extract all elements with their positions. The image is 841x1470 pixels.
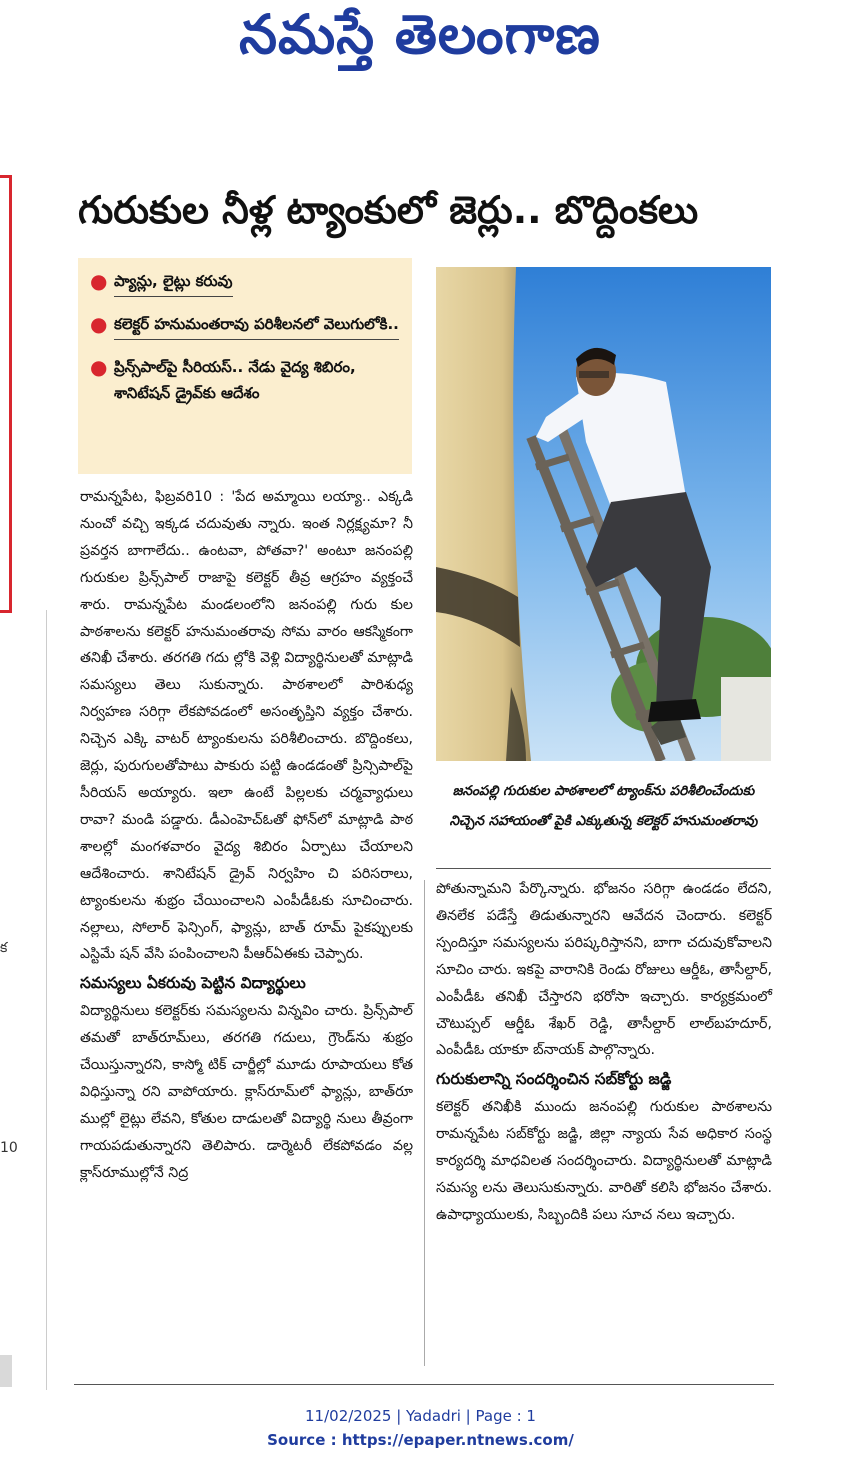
footer-source-link[interactable]: Source : https://epaper.ntnews.com/ [267,1431,574,1449]
highlight-item [90,354,404,406]
article-paragraph: కలెక్టర్ తనిఖీకి ముందు జనంపల్లి గురుకుల పాఠశాలను రామన్నపేట సబ్‌కోర్టు జడ్జి, జిల్లా న్యాయ సేవ అధికార సంస్థ కార్యదర్శి మాధవిలత సందర్శించారు. విద్యార్థినులతో మాట్లాడి సమస్య లను తెలుసుకున్నారు. వారితో కలిసి భోజనం చేశారు. ఉపాధ్యాయులకు, సిబ్బందికి పలు సూచ నలు ఇచ్చారు. [436,1099,772,1223]
column-divider [424,880,425,1366]
caption-divider [436,868,771,869]
highlights-box [78,258,412,474]
footer-date-edition: 11/02/2025 | Yadadri | Page : 1 [305,1407,536,1425]
subheading: గురుకులాన్ని సందర్శించిన సబ్‌కోర్టు జడ్జి [436,1070,672,1089]
highlight-text: ప్రిన్స్‌పాల్‌పై సీరియస్.. నేడు వైద్య శిబిరం, శానిటేషన్ డ్రైవ్‌కు ఆదేశం [114,358,356,402]
article-paragraph: పోతున్నామని పేర్కొన్నారు. భోజనం సరిగ్గా ఉండడం లేదని, తినలేక పడేస్తే తిడుతున్నారని ఆవేదన చెందారు. కలెక్టర్ స్పందిస్తూ సమస్యలను పరిష్కరిస్తానని, బాగా చదువుకోవాలని సూచిం చారు. ఇకపై వారానికి రెండు రోజులు ఆర్డీఓ, తాసీల్దార్, ఎంపీడీఓ తనిఖీ చేస్తారని భరోసా ఇచ్చారు. కార్యక్రమంలో చౌటుప్పల్ ఆర్డీఓ శేఖర్ రెడ్డి, తాసీల్దార్ లాల్‌బహదూర్, ఎంపీడీఓ యాకూ బ్‌నాయక్ పాల్గొన్నారు. [436,881,772,1059]
bullet-icon: ● [90,269,108,293]
article-photo [436,267,771,761]
article-paragraph: రామన్నపేట, ఫిబ్రవరి10 : 'పేద అమ్మాయి లయ్యా.. ఎక్కడి నుంచో వచ్చి ఇక్కడ చదువుతు న్నారు. ఇంత నిర్లక్ష్యమా? నీ ప్రవర్తన బాగాలేదు.. ఉంటవా, పోతవా?' అంటూ జనంపల్లి గురుకుల ప్రిన్స్‌పాల్ రాజాపై కలెక్టర్ తీవ్ర ఆగ్రహం వ్యక్తంచే శారు. రామన్నపేట మండలంలోని జనంపల్లి గురు కుల పాఠశాలను కలెక్టర్ హనుమంతరావు సోమ వారం ఆకస్మికంగా తనిఖీ చేశారు. తరగతి గదు ల్లోకి వెళ్లి విద్యార్థినులతో మాట్లాడి సమస్యలు తెలు సుకున్నారు. పాఠశాలలో పారిశుధ్య నిర్వహణ సరిగ్గా లేకపోవడంలో అసంతృప్తిని వ్యక్తం చేశారు. నిచ్చెన ఎక్కి వాటర్ ట్యాంకులను పరిశీలించారు. బొద్దింకలు, జెర్లు, పురుగులతోపాటు పాకురు పట్టి ఉండడంతో ప్రిన్సిపాల్‌పై సీరియస్ అయ్యారు. ఇలా ఉంటే పిల్లలకు చర్మవ్యాధులు రావా? మండి పడ్డారు. డీఎంహెచ్‌ఓతో ఫోన్‌లో మాట్లాడి పాఠ శాలల్లో మంగళవారం వైద్య శిబిరం ఏర్పాటు చేయాలని ఆదేశించారు. శానిటేషన్ డ్రైవ్ నిర్వహిం చి పరిసరాలు, ట్యాంకులను శుభ్రం చేయించాలని ఎంపీడీఓకు సూచించారు. నల్లాలు, సోలార్ ఫెన్సింగ్, ఫ్యాన్లు, బాత్ రూమ్ పైకప్పులకు ఎస్టిమే షన్ వేసి పంపించాలని పీఆర్‌ఏఈకు చెప్పారు. [80,489,413,963]
photo-caption: జనంపల్లి గురుకుల పాఠశాలలో ట్యాంక్‌ను పరిశీలించేందుకు నిచ్చెన సహాయంతో పైకి ఎక్కుతున్న కలెక్టర్ హనుమంతరావు [449,783,758,829]
bullet-icon: ● [90,312,108,336]
highlight-item [90,311,404,348]
article-column-right [436,876,772,1229]
highlight-item [90,268,404,305]
adjacent-article-frame [0,175,12,613]
highlight-text: ప్యాన్లు, లైట్లు కరువు [114,268,233,297]
column-divider [46,610,47,1390]
edge-fragment: క [0,940,8,956]
article-paragraph: విద్యార్థినులు కలెక్టర్‌కు సమస్యలను విన్నవిం చారు. ప్రిన్స్‌పాల్ తమతో బాత్‌రూమ్‌లు, తరగతి గదులు, గ్రౌండ్‌ను శుభ్రం చేయిస్తున్నారని, కాస్మో టిక్ చార్జీల్లో మూడు రూపాయలు కోత విధిస్తున్నా రని వాపోయారు. క్లాస్‌రూమ్‌లో ఫ్యాన్లు, బాత్‌రూ ముల్లో లైట్లు లేవని, కోతుల దాడులతో విద్యార్థి నులు తీవ్రంగా గాయపడుతున్నారని తెలిపారు. డార్మెటరీ లేకపోవడం వల్ల క్లాస్‌రూముల్లోనే నిద్ర [80,1003,413,1181]
article-column-left [80,484,413,1187]
article-headline: గురుకుల నీళ్ల ట్యాంకులో జెర్లు.. బొద్దింకలు [78,188,699,232]
bullet-icon: ● [90,355,108,379]
page-footer [0,1404,841,1452]
subheading: సమస్యలు ఏకరువు పెట్టిన విద్యార్థులు [80,974,306,993]
masthead-logo [150,2,690,76]
bottom-divider [74,1384,774,1385]
edge-fragment: 10 [0,1140,18,1156]
highlight-text: కలెక్టర్ హనుమంతరావు పరిశీలనలో వెలుగులోకి.. [114,311,399,340]
edge-image-fragment [0,1355,12,1387]
masthead-title: నమస్తే తెలంగాణ [239,2,601,66]
